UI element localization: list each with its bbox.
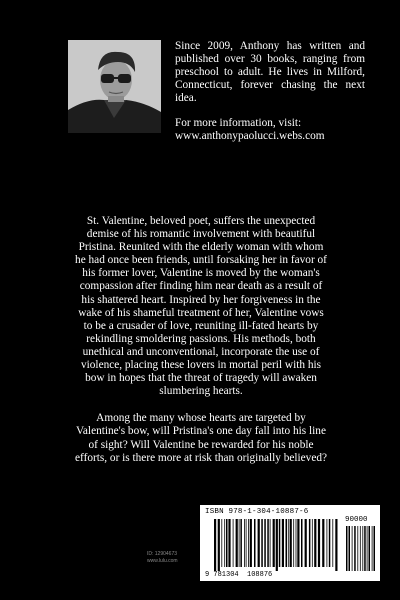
author-portrait-illustration	[68, 40, 161, 133]
price-barcode-bar	[352, 526, 353, 571]
price-barcode-bar	[346, 526, 348, 571]
price-barcode-bar	[349, 526, 351, 571]
barcode-bar	[248, 519, 249, 567]
more-info-block	[175, 117, 365, 143]
barcode-bar	[296, 519, 297, 567]
author-photo	[68, 40, 161, 133]
barcode-bar	[314, 519, 316, 567]
barcode-bar	[335, 519, 337, 571]
price-barcode-bar	[372, 526, 373, 571]
barcode-bar	[297, 519, 299, 567]
barcode-panel	[200, 505, 380, 581]
barcode-bar	[224, 519, 225, 567]
barcode-bar	[282, 519, 284, 567]
barcode-bar	[221, 519, 222, 567]
barcode-bar	[286, 519, 288, 567]
barcode-bar	[309, 519, 311, 567]
price-code: 90000	[345, 516, 368, 524]
website-link: www.anthonypaolucci.webs.com	[175, 130, 325, 142]
isbn-label: ISBN 978-1-304-10887-6	[205, 508, 309, 516]
barcode-bar	[254, 519, 256, 567]
barcode-bar	[273, 519, 275, 567]
barcode-bar	[239, 519, 240, 567]
barcode-bar	[236, 519, 238, 567]
publisher-id: ID: 12904673	[147, 551, 178, 557]
barcode-bar	[276, 519, 278, 571]
price-barcode-bar	[360, 526, 361, 571]
barcode-bar	[318, 519, 320, 567]
barcode-bar	[261, 519, 263, 567]
barcode-bar	[327, 519, 328, 567]
barcode-bar	[214, 519, 216, 571]
publisher-site: www.lulu.com	[147, 558, 178, 564]
barcode-bar	[226, 519, 228, 567]
barcode-bar	[267, 519, 269, 567]
price-barcode-bar	[374, 526, 376, 571]
barcode-bar	[329, 519, 331, 567]
barcode-bar	[218, 519, 220, 571]
barcode-bar	[322, 519, 324, 567]
barcode-digits	[205, 571, 350, 579]
barcode-bar	[270, 519, 271, 567]
book-blurb	[75, 215, 327, 465]
barcode-bar	[228, 519, 230, 567]
barcode-bar	[290, 519, 292, 567]
publisher-info	[147, 551, 178, 565]
barcode-bar	[244, 519, 245, 567]
barcode-bar	[258, 519, 260, 567]
author-bio-text: Since 2009, Anthony has written and published over 30 books, ranging from preschool to adult. He lives in Milford, Connecticut, forever chasing the next idea.	[175, 40, 365, 104]
price-barcode-bar	[364, 526, 366, 571]
price-barcode-bar	[369, 526, 371, 571]
more-info-label: For more information, visit:	[175, 117, 302, 129]
barcode-bar	[305, 519, 307, 567]
price-barcode-bar	[354, 526, 356, 571]
barcode-bar	[279, 519, 281, 567]
barcode-bar	[288, 519, 289, 567]
barcode-bar	[246, 519, 247, 567]
price-barcode-bar	[367, 526, 368, 571]
barcode-lead-digit: 9	[205, 571, 210, 579]
barcode-graphic	[200, 505, 380, 581]
barcode-bar	[301, 519, 303, 567]
blurb-paragraph-2: Among the many whose hearts are targeted by Valentine's bow, will Pristina's one day fall into his line of sight? Will Valentine be rewarded for his noble efforts, or is there more at risk than originally believed?	[75, 412, 328, 464]
price-barcode-bar	[357, 526, 358, 571]
barcode-left-digits: 781304	[213, 571, 239, 579]
barcode-bar	[332, 519, 333, 567]
barcode-bar	[250, 519, 252, 567]
barcode-bar	[264, 519, 266, 567]
barcode-bar	[293, 519, 294, 567]
barcode-bar	[312, 519, 313, 567]
author-bio	[175, 40, 365, 143]
price-barcode-bar	[362, 526, 363, 571]
barcode-bar	[240, 519, 242, 567]
barcode-bar	[233, 519, 234, 567]
barcode-right-digits: 108876	[247, 571, 273, 579]
blurb-paragraph-1: St. Valentine, beloved poet, suffers the unexpected demise of his romantic involvement with beautiful Pristina. Reunited with the elderly woman with whom he had once been friends, until forsaking her in favor of his former lover, Valentine is moved by the woman's compassion after finding him near death as a result of his shattered heart. Inspired by her forgiveness in the wake of his shameful treatment of her, Valentine vows to be a crusader of love, reuniting ill-fated hearts by rekindling smoldering passions. His methods, both unethical and unconventional, incorporate the use of violence, placing these lovers in mortal peril with his bow in hopes that the threat of tragedy will awaken slumbering hearts.	[75, 215, 327, 398]
